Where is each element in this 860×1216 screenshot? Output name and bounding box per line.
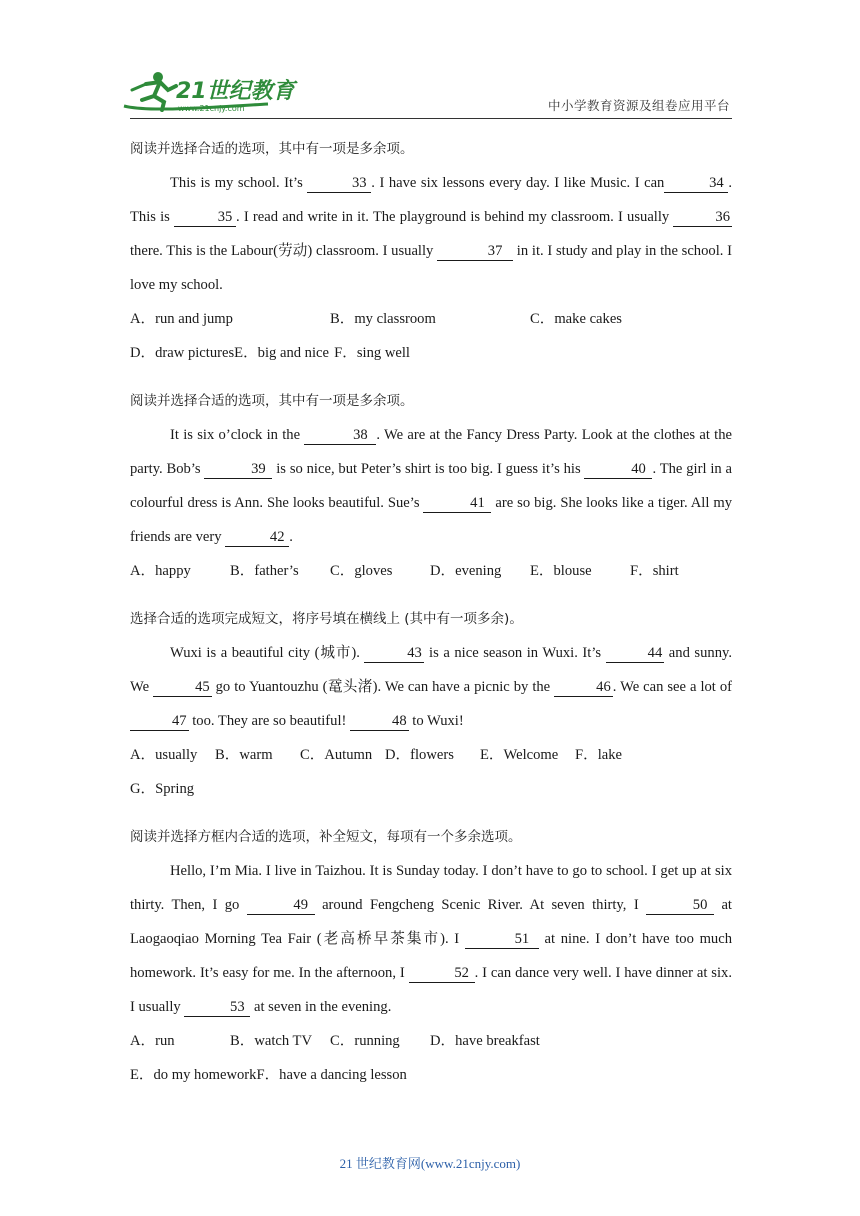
answer-blank[interactable]: 33 [307, 175, 371, 193]
passage-text: This is my school. It’s [170, 175, 308, 191]
section-instruction: 阅读并选择合适的选项，其中有一项是多余项。 [130, 393, 414, 409]
answer-blank[interactable]: 41 [423, 495, 491, 513]
option-item: F．lake [575, 747, 623, 763]
passage-text: at seven in the evening. [250, 999, 392, 1015]
passage-text: to Wuxi! [408, 713, 464, 729]
passage-text: Hello, I’m Mia. I live in Taizhou. It is Sunday today. I don’t have to go to school. I get up at six thirty. Then, I go [130, 863, 732, 913]
option-item: E．big and nice [234, 345, 329, 361]
platform-name: 中小学教育资源及组卷应用平台 [547, 98, 730, 113]
answer-blank[interactable]: 46 [554, 679, 613, 697]
answer-blank[interactable]: 49 [247, 897, 315, 915]
option-item: B．father’s [230, 563, 299, 579]
option-item: E．Welcome [480, 747, 559, 763]
passage-text: . We are at the Fancy Dress Party. Look at the clothes at the party. Bob’s [130, 427, 733, 477]
answer-blank[interactable]: 40 [584, 461, 652, 479]
section-instruction: 阅读并选择合适的选项，其中有一项是多余项。 [130, 141, 414, 157]
option-item: C．Autumn [300, 747, 373, 763]
answer-blank[interactable]: 35 [174, 209, 236, 227]
option-item: F．shirt [630, 563, 679, 579]
answer-blank[interactable]: 45 [153, 679, 212, 697]
answer-blank[interactable]: 43 [364, 645, 424, 663]
passage-text: It is six o’clock in the [170, 427, 305, 443]
option-item: B．warm [215, 747, 273, 763]
passage-text: around Fengcheng Scenic River. At seven thirty, I [314, 897, 647, 913]
passage-text: there. This is the Labour(劳动) classroom. I usually [130, 243, 438, 259]
passage-text: . The girl in a colourful dress is Ann. She looks beautiful. Sue’s [130, 461, 732, 511]
answer-blank[interactable]: 39 [204, 461, 272, 479]
answer-blank[interactable]: 52 [409, 965, 475, 983]
answer-blank[interactable]: 48 [350, 713, 409, 731]
answer-blank[interactable]: 44 [606, 645, 665, 663]
passage-text: is so nice, but Peter’s shirt is too big. I guess it’s his [272, 461, 585, 477]
answer-blank[interactable]: 38 [304, 427, 376, 445]
option-item: A．run [130, 1033, 175, 1049]
option-item: C．gloves [330, 563, 393, 579]
answer-blank[interactable]: 34 [664, 175, 728, 193]
option-item: A．happy [130, 563, 191, 579]
passage [130, 636, 732, 738]
passage-text: . I read and write in it. The playground is behind my classroom. I usually [236, 209, 674, 225]
options-list [130, 1024, 732, 1092]
option-item: E．do my homework [130, 1067, 257, 1083]
option-item: A．usually [130, 747, 198, 763]
passage-text: . [289, 529, 293, 545]
answer-blank[interactable]: 37 [437, 243, 513, 261]
option-item: B．my classroom [330, 311, 436, 327]
answer-blank[interactable]: 42 [225, 529, 289, 547]
option-item: E．blouse [530, 563, 592, 579]
header-divider [130, 118, 732, 119]
passage-text: . I have six lessons every day. I like Music. I can [371, 175, 665, 191]
site-logo[interactable] [118, 68, 298, 116]
answer-blank[interactable]: 36 [673, 209, 732, 227]
option-item: G．Spring [130, 781, 195, 797]
exercise-section [130, 602, 732, 806]
option-item: D．flowers [385, 747, 454, 763]
option-item: D．draw pictures [130, 345, 235, 361]
options-list [130, 738, 732, 806]
runner-logo-icon [118, 68, 298, 116]
exercise-section [130, 384, 732, 588]
option-item: A．run and jump [130, 311, 233, 327]
passage-text: Wuxi is a beautiful city (城市). [170, 645, 365, 661]
section-instruction: 阅读并选择方框内合适的选项，补全短文，每项有一个多余选项。 [130, 829, 522, 845]
page-header [0, 0, 860, 125]
passage-text: go to Yuantouzhu (鼋头渚). We can have a picnic by the [211, 679, 555, 695]
passage-text: and sunny. We [130, 645, 732, 695]
passage-text: is a nice season in Wuxi. It’s [424, 645, 606, 661]
option-item: F．sing well [334, 345, 410, 361]
passage-text: . We can see a lot of [612, 679, 732, 695]
options-list [130, 302, 732, 370]
passage-text: . This is [130, 175, 733, 225]
passage-text: at nine. I don’t have too much homework. It’s easy for me. In the afternoon, I [130, 931, 732, 981]
option-item: D．evening [430, 563, 502, 579]
answer-blank[interactable]: 47 [130, 713, 189, 731]
passage [130, 418, 732, 554]
passage-text: in it. I study and play in the school. I love my school. [130, 243, 732, 293]
answer-blank[interactable]: 51 [465, 931, 539, 949]
exercise-section [130, 820, 732, 1092]
option-item: C．make cakes [530, 311, 622, 327]
logo-text: 21世纪教育 [176, 79, 295, 104]
section-instruction: 选择合适的选项完成短文，将序号填在横线上 (其中有一项多余)。 [130, 611, 523, 627]
passage [130, 854, 732, 1024]
option-item: F．have a dancing lesson [256, 1067, 407, 1083]
passage-text: are so big. She looks like a tiger. All my friends are very [130, 495, 732, 545]
exercise-content [130, 132, 732, 1106]
options-list [130, 554, 732, 588]
logo-url: www.21cnjy.com [178, 104, 245, 113]
footer-link[interactable]: 21 世纪教育网(www.21cnjy.com) [339, 1156, 521, 1171]
passage [130, 166, 732, 302]
answer-blank[interactable]: 53 [184, 999, 250, 1017]
passage-text: . I can dance very well. I have dinner at six. I usually [130, 965, 732, 1015]
passage-text: at Laogaoqiao Morning Tea Fair (老高桥早茶集市). I [130, 897, 732, 947]
option-item: B．watch TV [230, 1033, 313, 1049]
answer-blank[interactable]: 50 [646, 897, 714, 915]
exercise-section [130, 132, 732, 370]
option-item: D．have breakfast [430, 1033, 540, 1049]
option-item: C．running [330, 1033, 400, 1049]
passage-text: too. They are so beautiful! [188, 713, 351, 729]
